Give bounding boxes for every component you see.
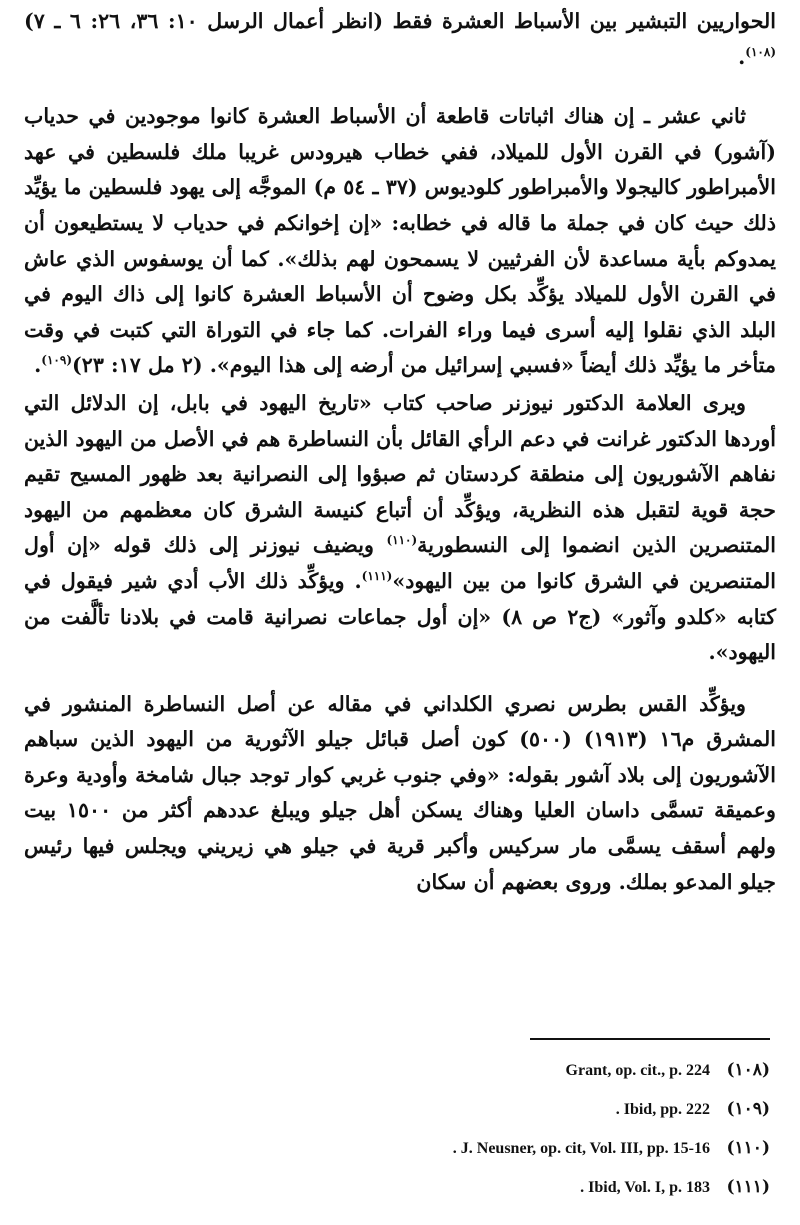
paragraph-text: إن هناك اثباتات قاطعة أن الأسباط العشرة كانوا موجودين في حدياب (آشور) في القرن الأول للميلاد، ففي خطاب هيرودس غريبا ملك فلسطين في عهد الأمبراطور كاليجولا والأمبراطور كلوديوس (٣٧ ـ ٥٤ م) الموجَّه إلى يهود فلسطين ما يؤيِّد ذلك حيث كان في جملة ما قاله في خطابه: «إن إخوانكم في حدياب لا يستطيعون أن يمدوكم بأية مساعدة لأن الفرثيين لا يسمحون لهم بذلك». كما أن يوسفوس الذي عاش في القرن الأول للميلاد يؤكِّد بكل وضوح أن الأسباط العشرة كانوا إلى ذاك اليوم في البلد الذي نقلوا إليه أسرى فيما وراء الفرات. كما جاء في التوراة التي كتبت في وقت متأخر ما يؤيِّد ذلك أيضاً «فسبي إسرائيل من أرضه إلى هذا اليوم». (٢ مل ١٧: ٢٣)	[24, 104, 776, 378]
footnote-number: (١٠٩)	[726, 1099, 770, 1119]
paragraph-end: .	[738, 44, 746, 69]
section-lead: ثاني عشر ـ	[644, 104, 746, 129]
footnote-ref-110: (١١٠)	[386, 533, 418, 548]
footnote-separator	[530, 1038, 770, 1040]
paragraph-text: الحواريين التبشير بين الأسباط العشرة فقط (انظر أعمال الرسل ١٠: ٣٦، ٢٦: ٦ ـ ٧)	[24, 9, 776, 33]
footnote-item	[210, 1177, 770, 1216]
footnote-text: Grant, op. cit., p. 224	[565, 1062, 710, 1079]
footnote-item	[210, 1138, 770, 1177]
footnote-text: . Ibid, Vol. I, p. 183	[580, 1179, 710, 1196]
footnote-number: (١٠٨)	[726, 1060, 770, 1080]
footnotes-list	[210, 1060, 770, 1216]
paragraph-text-cont: ويضيف نيوزنر إلى ذلك قوله «إن أول المتنصرين في الشرق كانوا من بين اليهود»	[24, 533, 776, 593]
paragraph-end: .	[34, 353, 42, 378]
footnote-ref-109: (١٠٩)	[41, 353, 73, 368]
paragraph-neusner	[24, 386, 776, 671]
footnote-number: (١١٠)	[726, 1138, 770, 1158]
paragraph-nasri	[24, 687, 776, 901]
paragraph-text: ويرى العلامة الدكتور نيوزنر صاحب كتاب «تاريخ اليهود في بابل، إن الدلائل التي أوردها الدكتور غرانت في دعم الرأي القائل بأن النساطرة هم في الأصل من اليهود الذين نفاهم الآشوريون إلى منطقة كردستان ثم صبؤوا إلى النصرانية بعد ظهور المسيح تقيم حجة قوية لتقبل هذه النظرية، ويؤكِّد أن أتباع كنيسة الشرق كان معظمهم من اليهود المتنصرين الذين انضموا إلى النسطورية	[24, 390, 776, 558]
footnote-text: . Ibid, pp. 222	[615, 1101, 710, 1118]
footnote-ref-111: (١١١)	[361, 569, 393, 584]
footnote-item	[210, 1060, 770, 1099]
paragraph-text: ويؤكِّد القس بطرس نصري الكلداني في مقاله عن أصل النساطرة المنشور في المشرق م١٦ (١٩١٣) (٥٠٠) كون أصل قبائل جيلو الآثورية من اليهود الذين سباهم الآشوريون إلى بلاد آشور بقوله: «وفي جنوب غربي كوار توجد جبال شامخة وأودية وعرة وعميقة تسمَّى داسان العليا وهناك يسكن أهل جيلو ويبلغ عددهم أكثر من ١٥٠٠ بيت ولهم أسقف يسمَّى مار سركيس وأكبر قرية في جيلو هي زيريني ويجلس فيها رئيس جيلو المدعو بملك. وروى بعضهم أن سكان	[24, 691, 776, 894]
footnote-item	[210, 1099, 770, 1138]
footnote-ref-108: (١٠٨)	[745, 44, 776, 59]
footnote-text: . J. Neusner, op. cit, Vol. III, pp. 15-16	[452, 1140, 710, 1157]
footnote-number: (١١١)	[726, 1177, 770, 1197]
paragraph-continuation	[24, 4, 776, 75]
paragraph-text-end: . ويؤكِّد ذلك الأب أدي شير فيقول في كتابه «كلدو وآثور» (ج٢ ص ٨) «إن أول جماعات نصرانية قامت في بلادنا تألَّفت من اليهود».	[24, 568, 776, 665]
paragraph-twelfth-point	[24, 99, 776, 384]
